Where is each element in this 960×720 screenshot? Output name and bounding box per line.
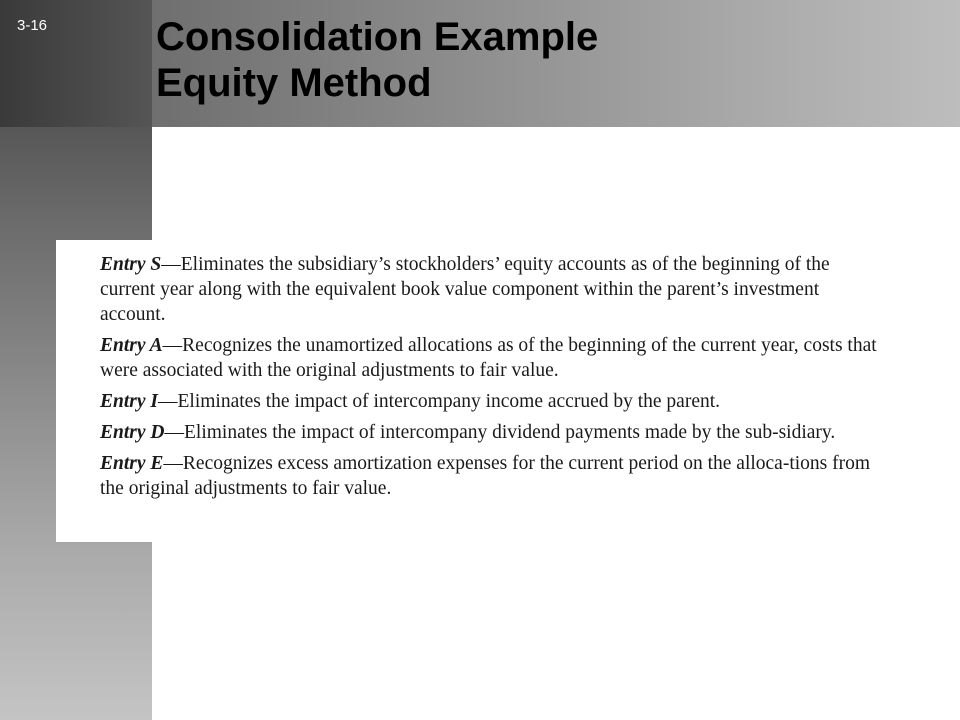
entry-item-s xyxy=(100,252,880,327)
entry-item-e xyxy=(100,451,880,501)
entry-list xyxy=(100,252,880,507)
entry-label: Entry A xyxy=(100,335,163,356)
slide-title-line-1: Consolidation Example xyxy=(156,15,599,59)
entry-label: Entry D xyxy=(100,422,165,443)
entry-label: Entry I xyxy=(100,391,158,412)
entry-label: Entry S xyxy=(100,254,162,275)
entry-item-i xyxy=(100,389,880,414)
entry-item-a xyxy=(100,333,880,383)
entry-text: —Recognizes excess amortization expenses for the current period on the alloca-tions from the original adjustments to fair value. xyxy=(100,453,871,499)
entry-label: Entry E xyxy=(100,453,164,474)
slide-title xyxy=(156,14,598,106)
slide-number: 3-16 xyxy=(17,17,48,34)
entry-item-d xyxy=(100,420,880,445)
entry-text: —Eliminates the subsidiary’s stockholders’ equity accounts as of the beginning of the current year along with the equivalent book value component within the parent’s investment account. xyxy=(100,254,830,325)
entry-text: —Eliminates the impact of intercompany dividend payments made by the sub-sidiary. xyxy=(164,422,836,443)
slide-title-line-2: Equity Method xyxy=(156,61,432,105)
entry-text: —Eliminates the impact of intercompany income accrued by the parent. xyxy=(157,391,721,412)
entry-text: —Recognizes the unamortized allocations as of the beginning of the current year, costs that were associated with the original adjustments to fair value. xyxy=(100,335,877,381)
